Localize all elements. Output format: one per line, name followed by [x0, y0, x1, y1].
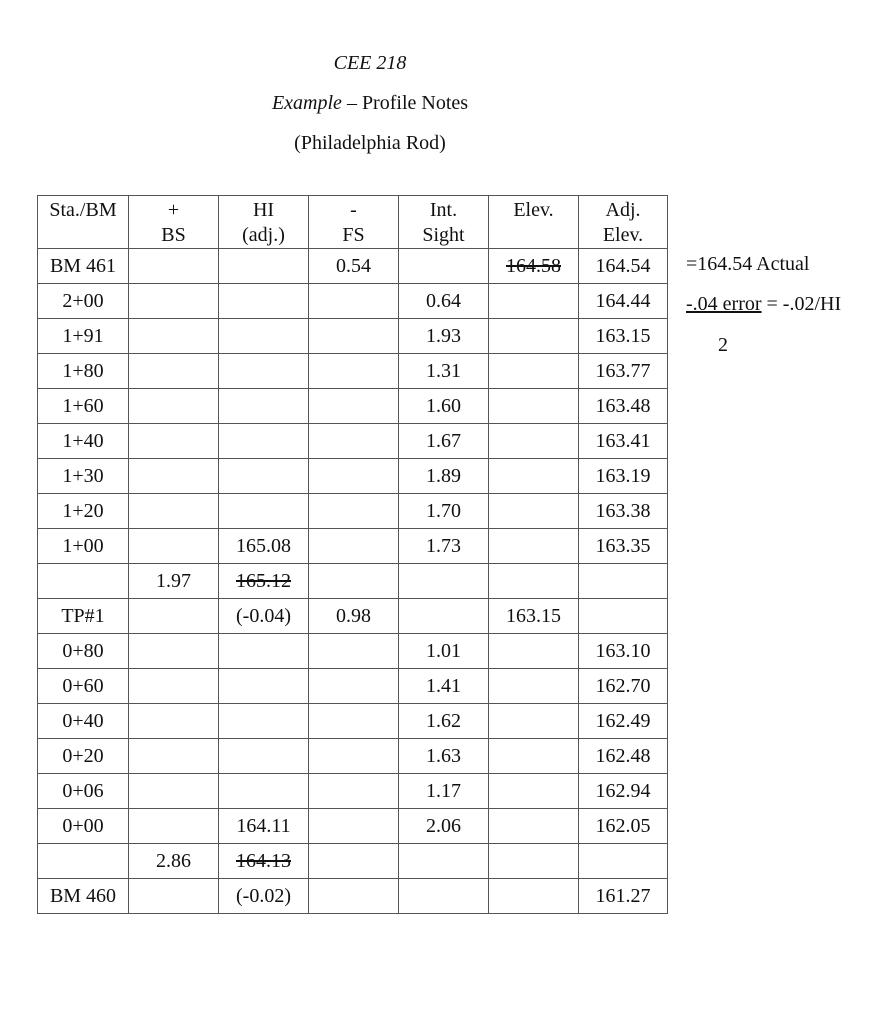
- table-cell: [579, 669, 668, 704]
- table-cell: [399, 809, 489, 844]
- cell-value: 1.97: [156, 570, 191, 592]
- table-cell: [489, 669, 579, 704]
- table-cell: [219, 319, 309, 354]
- table-cell: [399, 319, 489, 354]
- table-cell: [399, 774, 489, 809]
- table-cell: [219, 564, 309, 599]
- table-row: [38, 424, 668, 459]
- table-cell: [129, 564, 219, 599]
- table-row: [38, 284, 668, 319]
- column-header-line2: (adj.): [242, 224, 285, 246]
- table-cell: [309, 529, 399, 564]
- table-cell: [219, 389, 309, 424]
- cell-value: BM 461: [49, 255, 117, 277]
- table-cell: [489, 809, 579, 844]
- table-cell: [399, 249, 489, 284]
- cell-value: 1.60: [426, 395, 461, 417]
- cell-value: 163.19: [595, 465, 651, 487]
- table-cell: [399, 844, 489, 879]
- profile-notes-table: [37, 195, 668, 914]
- table-row: [38, 529, 668, 564]
- cell-value: 164.44: [595, 290, 651, 312]
- table-cell: [129, 389, 219, 424]
- table-cell: [579, 809, 668, 844]
- table-cell: [219, 354, 309, 389]
- cell-value: 0+80: [62, 640, 104, 662]
- cell-value: 2.86: [156, 850, 191, 872]
- cell-value: 163.41: [595, 430, 651, 452]
- table-cell: [399, 354, 489, 389]
- table-cell: [309, 494, 399, 529]
- table-cell: [579, 284, 668, 319]
- table-cell: [579, 319, 668, 354]
- table-cell: [129, 249, 219, 284]
- table-cell: [38, 319, 129, 354]
- cell-value: TP#1: [61, 605, 105, 627]
- table-row: [38, 389, 668, 424]
- table-cell: [38, 704, 129, 739]
- table-cell: [129, 319, 219, 354]
- table-cell: [38, 599, 129, 634]
- table-cell: [129, 704, 219, 739]
- table-cell: [219, 739, 309, 774]
- column-header-line2: Sight: [422, 224, 465, 246]
- column-header: [38, 196, 129, 249]
- table-cell: [129, 774, 219, 809]
- column-header-line1: Elev.: [513, 199, 554, 221]
- table-cell: [489, 424, 579, 459]
- table-cell: [489, 284, 579, 319]
- table-cell: [219, 284, 309, 319]
- column-header: [399, 196, 489, 249]
- table-cell: [219, 249, 309, 284]
- table-cell: [309, 424, 399, 459]
- table-cell: [579, 774, 668, 809]
- cell-value: 163.48: [595, 395, 651, 417]
- table-cell: [399, 634, 489, 669]
- table-cell: [129, 634, 219, 669]
- cell-value: 164.11: [236, 815, 291, 837]
- cell-value: 0+00: [62, 815, 104, 837]
- table-cell: [579, 844, 668, 879]
- table-row: [38, 809, 668, 844]
- table-cell: [38, 424, 129, 459]
- table-cell: [579, 879, 668, 914]
- table-cell: [38, 879, 129, 914]
- table-cell: [38, 389, 129, 424]
- table-cell: [579, 529, 668, 564]
- table-cell: [309, 844, 399, 879]
- cell-value: 1.73: [426, 535, 461, 557]
- table-cell: [489, 879, 579, 914]
- table-cell: [129, 879, 219, 914]
- table-cell: [489, 704, 579, 739]
- table-row: [38, 354, 668, 389]
- table-cell: [38, 249, 129, 284]
- table-row: [38, 704, 668, 739]
- cell-value: 1.62: [426, 710, 461, 732]
- table-cell: [129, 809, 219, 844]
- table-cell: [579, 634, 668, 669]
- table-row: [38, 634, 668, 669]
- table-cell: [309, 599, 399, 634]
- cell-value: 1.63: [426, 745, 461, 767]
- table-cell: [579, 704, 668, 739]
- table-row: [38, 564, 668, 599]
- table-cell: [579, 564, 668, 599]
- cell-value: 0+40: [62, 710, 104, 732]
- cell-value: 1+30: [62, 465, 104, 487]
- table-cell: [129, 424, 219, 459]
- table-cell: [489, 459, 579, 494]
- table-cell: [38, 669, 129, 704]
- cell-value: 162.70: [595, 675, 651, 697]
- column-header: [219, 196, 309, 249]
- table-cell: [38, 354, 129, 389]
- table-cell: [399, 494, 489, 529]
- table-cell: [399, 389, 489, 424]
- table-cell: [38, 459, 129, 494]
- cell-value: 1.41: [426, 675, 461, 697]
- table-cell: [219, 459, 309, 494]
- table-cell: [309, 249, 399, 284]
- column-header-line2: BS: [161, 224, 186, 246]
- table-cell: [489, 774, 579, 809]
- cell-value: 165.12: [236, 570, 291, 592]
- table-cell: [219, 494, 309, 529]
- column-header-line1: +: [167, 199, 180, 221]
- cell-value: 0.54: [336, 255, 371, 277]
- table-cell: [38, 739, 129, 774]
- cell-value: 1+00: [62, 535, 104, 557]
- cell-value: 164.58: [506, 255, 561, 277]
- table-row: [38, 319, 668, 354]
- table-cell: [399, 564, 489, 599]
- table-cell: [489, 319, 579, 354]
- cell-value: 162.49: [595, 710, 651, 732]
- cell-value: 2+00: [62, 290, 104, 312]
- table-cell: [129, 494, 219, 529]
- note-actual: =164.54 Actual: [686, 253, 810, 275]
- cell-value: 1.17: [426, 780, 461, 802]
- table-cell: [38, 844, 129, 879]
- note-error-rest: = -.02/HI: [761, 293, 842, 315]
- table-cell: [399, 424, 489, 459]
- table-cell: [219, 529, 309, 564]
- table-cell: [38, 774, 129, 809]
- table-cell: [129, 284, 219, 319]
- table-cell: [399, 739, 489, 774]
- table-cell: [219, 669, 309, 704]
- table-row: [38, 494, 668, 529]
- cell-value: 161.27: [595, 885, 651, 907]
- column-header-line1: Int.: [429, 199, 458, 221]
- cell-value: 1.67: [426, 430, 461, 452]
- table-cell: [399, 669, 489, 704]
- cell-value: 163.35: [595, 535, 651, 557]
- table-cell: [309, 774, 399, 809]
- table-cell: [579, 739, 668, 774]
- cell-value: 162.48: [595, 745, 651, 767]
- cell-value: 164.54: [595, 255, 651, 277]
- cell-value: 1+91: [62, 325, 104, 347]
- table-cell: [309, 389, 399, 424]
- table-cell: [489, 564, 579, 599]
- cell-value: 1+20: [62, 500, 104, 522]
- table-cell: [489, 634, 579, 669]
- table-cell: [38, 494, 129, 529]
- doc-subtitle-2: (Philadelphia Rod): [294, 132, 446, 154]
- cell-value: 1.93: [426, 325, 461, 347]
- cell-value: 1+60: [62, 395, 104, 417]
- column-header: [129, 196, 219, 249]
- table-cell: [219, 844, 309, 879]
- table-cell: [579, 459, 668, 494]
- table-cell: [309, 564, 399, 599]
- table-cell: [38, 634, 129, 669]
- column-header-line1: Adj.: [605, 199, 641, 221]
- column-header-line2: FS: [342, 224, 365, 246]
- table-cell: [399, 459, 489, 494]
- table-cell: [489, 739, 579, 774]
- table-cell: [38, 564, 129, 599]
- table-cell: [399, 284, 489, 319]
- table-cell: [219, 879, 309, 914]
- cell-value: 1.31: [426, 360, 461, 382]
- cell-value: 163.38: [595, 500, 651, 522]
- column-header-line2: Elev.: [602, 224, 644, 246]
- doc-title: CEE 218: [333, 52, 407, 74]
- table-cell: [399, 879, 489, 914]
- table-row: [38, 739, 668, 774]
- cell-value: BM 460: [49, 885, 117, 907]
- cell-value: 0.64: [426, 290, 461, 312]
- column-header-line1: Sta./BM: [49, 199, 117, 221]
- table-row: [38, 249, 668, 284]
- table-cell: [579, 494, 668, 529]
- cell-value: 163.15: [595, 325, 651, 347]
- table-cell: [579, 249, 668, 284]
- table-cell: [309, 704, 399, 739]
- table-cell: [129, 599, 219, 634]
- column-header-line1: HI: [252, 199, 275, 221]
- subtitle-rest: – Profile Notes: [341, 92, 469, 114]
- note-error-underlined: -.04 error: [686, 293, 762, 315]
- table-row: [38, 459, 668, 494]
- table-cell: [579, 354, 668, 389]
- note-error: [686, 293, 841, 316]
- table-cell: [129, 739, 219, 774]
- table-cell: [219, 809, 309, 844]
- cell-value: 1.70: [426, 500, 461, 522]
- table-cell: [489, 249, 579, 284]
- column-header: [489, 196, 579, 249]
- table-cell: [579, 599, 668, 634]
- subtitle-italic: Example: [271, 92, 342, 114]
- table-cell: [129, 459, 219, 494]
- table-cell: [38, 284, 129, 319]
- cell-value: 0+06: [62, 780, 104, 802]
- table-cell: [489, 389, 579, 424]
- table-cell: [489, 354, 579, 389]
- note-denominator: 2: [718, 334, 728, 356]
- table-cell: [219, 704, 309, 739]
- cell-value: 1.89: [426, 465, 461, 487]
- table-cell: [489, 599, 579, 634]
- cell-value: 163.10: [595, 640, 651, 662]
- table-cell: [38, 529, 129, 564]
- table-row: [38, 774, 668, 809]
- table-cell: [309, 634, 399, 669]
- table-cell: [219, 774, 309, 809]
- table-cell: [129, 669, 219, 704]
- table-row: [38, 599, 668, 634]
- table-cell: [489, 844, 579, 879]
- table-cell: [219, 424, 309, 459]
- table-cell: [309, 879, 399, 914]
- table-cell: [309, 459, 399, 494]
- cell-value: 1+40: [62, 430, 104, 452]
- cell-value: 162.05: [595, 815, 651, 837]
- table-cell: [38, 809, 129, 844]
- cell-value: 1+80: [62, 360, 104, 382]
- table-cell: [579, 424, 668, 459]
- column-header: [579, 196, 668, 249]
- cell-value: 164.13: [236, 850, 291, 872]
- column-header-line1: -: [350, 199, 357, 221]
- column-header: [309, 196, 399, 249]
- table-cell: [129, 354, 219, 389]
- table-row: [38, 879, 668, 914]
- cell-value: (-0.02): [236, 885, 291, 907]
- table-cell: [309, 354, 399, 389]
- table-cell: [489, 529, 579, 564]
- table-cell: [579, 389, 668, 424]
- cell-value: 165.08: [236, 535, 291, 557]
- cell-value: 0.98: [336, 605, 371, 627]
- table-row: [38, 844, 668, 879]
- table-cell: [309, 284, 399, 319]
- cell-value: 163.77: [595, 360, 651, 382]
- table-cell: [399, 529, 489, 564]
- cell-value: 2.06: [426, 815, 461, 837]
- doc-subtitle: [0, 92, 740, 115]
- table-cell: [309, 669, 399, 704]
- cell-value: 0+20: [62, 745, 104, 767]
- cell-value: 1.01: [426, 640, 461, 662]
- table-cell: [219, 599, 309, 634]
- cell-value: (-0.04): [236, 605, 291, 627]
- table-cell: [399, 704, 489, 739]
- table-cell: [219, 634, 309, 669]
- table-cell: [309, 809, 399, 844]
- table-cell: [129, 844, 219, 879]
- table-cell: [129, 529, 219, 564]
- table-row: [38, 669, 668, 704]
- cell-value: 0+60: [62, 675, 104, 697]
- cell-value: 162.94: [595, 780, 651, 802]
- cell-value: 163.15: [506, 605, 561, 627]
- table-header-row: [38, 196, 668, 249]
- table-cell: [309, 319, 399, 354]
- table-cell: [489, 494, 579, 529]
- table-cell: [399, 599, 489, 634]
- table-cell: [309, 739, 399, 774]
